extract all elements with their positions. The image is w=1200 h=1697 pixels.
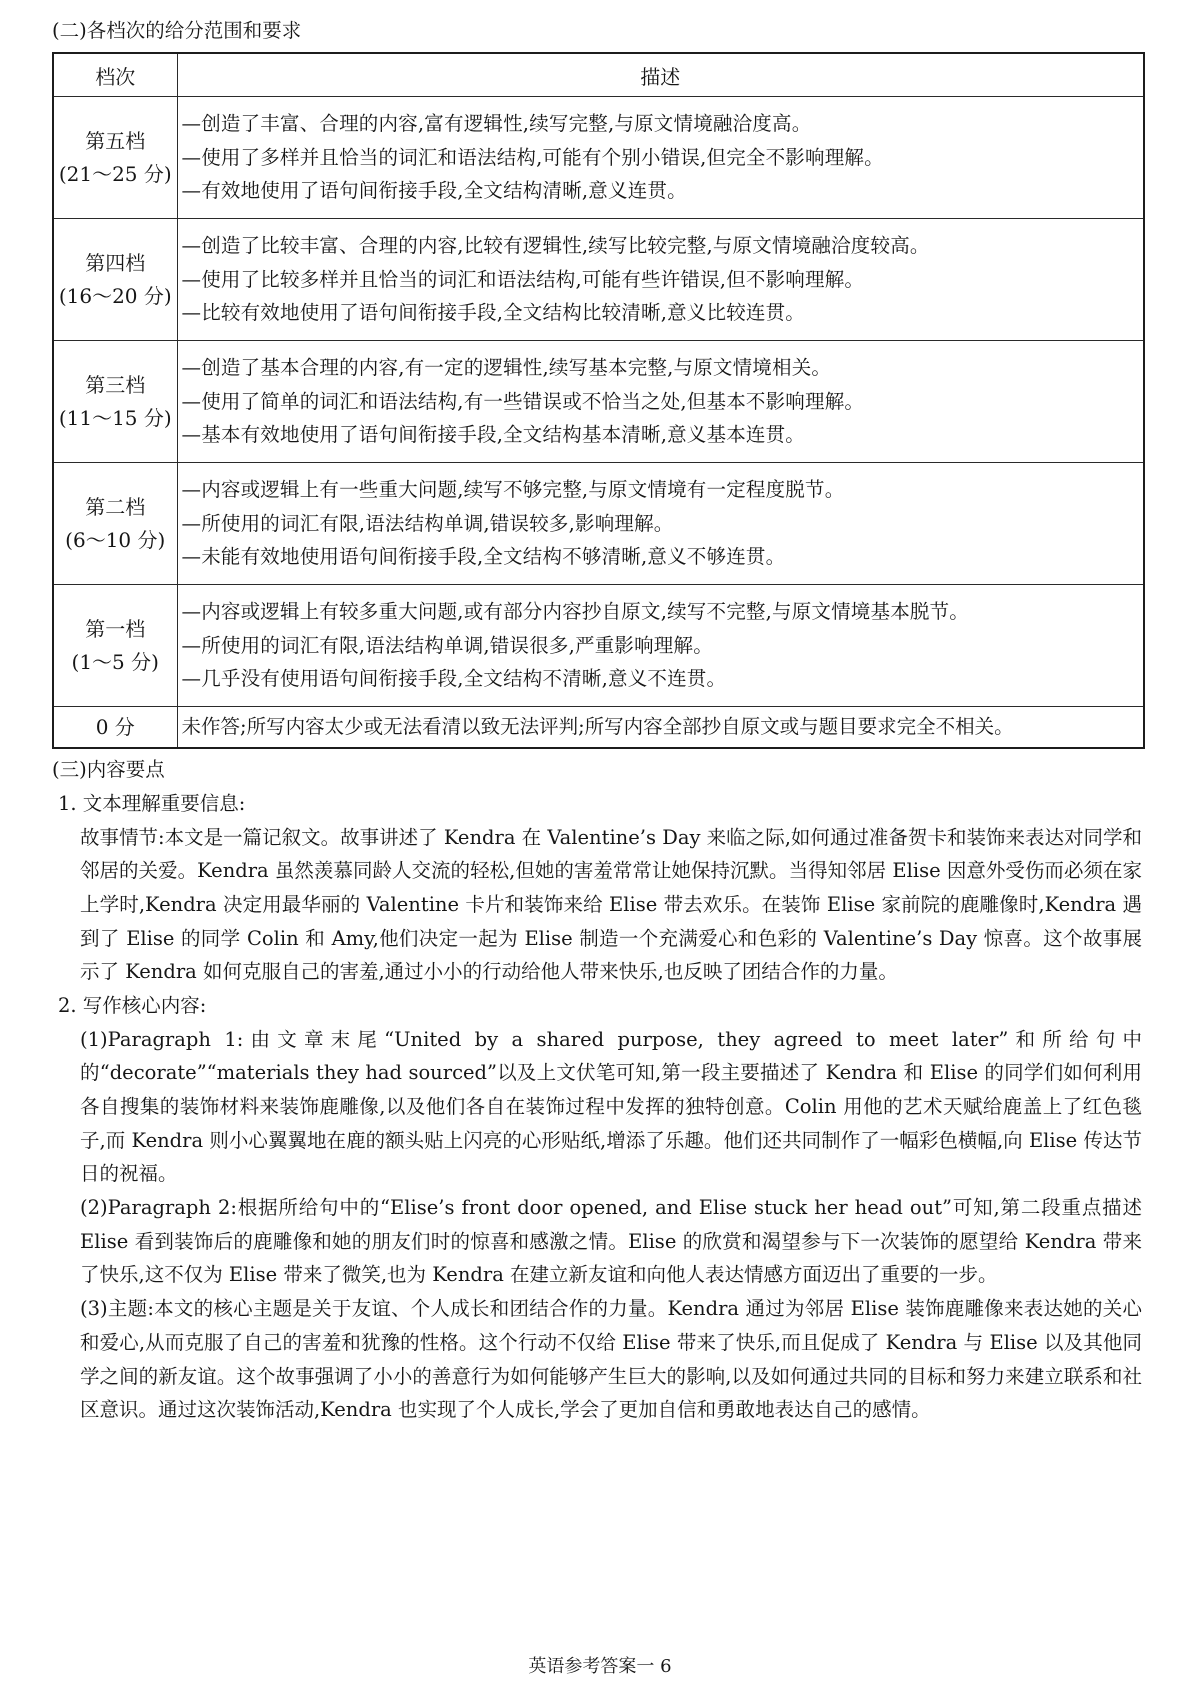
level-range: (6～10 分): [65, 527, 166, 552]
criterion-line: —使用了简单的词汇和语法结构,有一些错误或不恰当之处,但基本不影响理解。: [181, 389, 865, 413]
grade-row-2: [53, 463, 1144, 585]
story-summary-paragraph: 故事情节:本文是一篇记叙文。故事讲述了 Kendra 在 Valentine’s Day 来临之际,如何通过准备贺卡和装饰来表达对同学和邻居的关爱。Kendra 虽然羡慕同龄人交流的轻松,但她的害羞常常让她保持沉默。当得知邻居 Elise 因意外受伤而必须在家上学时,Kendra 决定用最华丽的 Valentine 卡片和装饰来给 Elise 带去欢乐。在装饰 Elise 家前院的鹿雕像时,Kendra 遇到了 Elise 的同学 Colin 和 Amy,他们决定一起为 Elise 制造一个充满爱心和色彩的 Valentine’s Day 惊喜。这个故事展示了 Kendra 如何克服自己的害羞,通过小小的行动给他人带来快乐,也反映了团结合作的力量。: [80, 825, 1142, 984]
level-cell: [53, 463, 177, 585]
level-name: 第一档: [85, 616, 146, 641]
page-footer: 英语参考答案一 6: [528, 1656, 672, 1677]
level-name: 第四档: [85, 250, 146, 275]
criterion-line: —基本有效地使用了语句间衔接手段,全文结构基本清晰,意义基本连贯。: [181, 423, 805, 447]
criterion-line: —创造了丰富、合理的内容,富有逻辑性,续写完整,与原文情境融洽度高。: [181, 112, 812, 136]
grade-row-4: [53, 219, 1144, 341]
criterion-line: —未能有效地使用语句间衔接手段,全文结构不够清晰,意义不够连贯。: [181, 545, 786, 569]
criterion-line: 未作答;所写内容太少或无法看清以致无法评判;所写内容全部抄自原文或与题目要求完全不相关。: [181, 715, 1014, 738]
description-cell: [177, 585, 1144, 707]
level-cell: [53, 219, 177, 341]
level-cell: 0 分: [53, 707, 177, 749]
grade-row-3: [53, 341, 1144, 463]
level-name: 第二档: [85, 494, 146, 519]
description-cell: [177, 97, 1144, 219]
grading-section-title: (二)各档次的给分范围和要求: [52, 19, 302, 42]
description-cell: [177, 219, 1144, 341]
theme-guidance: (3)主题:本文的核心主题是关于友谊、个人成长和团结合作的力量。Kendra 通过为邻居 Elise 装饰鹿雕像来表达她的关心和爱心,从而克服了自己的害羞和犹豫的性格。这个行动不仅给 Elise 带来了快乐,而且促成了 Kendra 与 Elise 以及其他同学之间的新友谊。这个故事强调了小小的善意行为如何能够产生巨大的影响,以及如何通过共同的目标和努力来建立联系和社区意识。通过这次装饰活动,Kendra 也实现了个人成长,学会了更加自信和勇敢地表达自己的感情。: [80, 1297, 1142, 1422]
criterion-line: —使用了比较多样并且恰当的词汇和语法结构,可能有些许错误,但不影响理解。: [181, 267, 865, 291]
grade-row-1: [53, 585, 1144, 707]
level-range: (21～25 分): [58, 161, 172, 186]
description-cell: [177, 341, 1144, 463]
level-range: (1～5 分): [71, 649, 159, 674]
item-1-title: 1. 文本理解重要信息:: [58, 792, 246, 815]
table-header-row: [53, 53, 1144, 97]
criterion-line: —比较有效地使用了语句间衔接手段,全文结构比较清晰,意义比较连贯。: [181, 301, 805, 325]
header-description: 描述: [177, 53, 1144, 97]
grade-row-0: [53, 707, 1144, 749]
criterion-line: —内容或逻辑上有一些重大问题,续写不够完整,与原文情境有一定程度脱节。: [181, 478, 845, 502]
criterion-line: —几乎没有使用语句间衔接手段,全文结构不清晰,意义不连贯。: [181, 667, 727, 691]
criterion-line: —创造了比较丰富、合理的内容,比较有逻辑性,续写比较完整,与原文情境融洽度较高。: [181, 234, 930, 258]
grade-row-5: [53, 97, 1144, 219]
description-cell: [177, 707, 1144, 749]
level-range: (11～15 分): [58, 405, 172, 430]
criterion-line: —所使用的词汇有限,语法结构单调,错误很多,严重影响理解。: [181, 633, 713, 657]
criterion-line: —内容或逻辑上有较多重大问题,或有部分内容抄自原文,续写不完整,与原文情境基本脱节。: [181, 600, 969, 624]
criterion-line: —创造了基本合理的内容,有一定的逻辑性,续写基本完整,与原文情境相关。: [181, 356, 832, 380]
description-cell: [177, 463, 1144, 585]
content-section-title: (三)内容要点: [52, 758, 165, 781]
level-name: 第五档: [85, 128, 146, 153]
criterion-line: —使用了多样并且恰当的词汇和语法结构,可能有个别小错误,但完全不影响理解。: [181, 145, 884, 169]
level-cell: [53, 341, 177, 463]
criterion-line: —所使用的词汇有限,语法结构单调,错误较多,影响理解。: [181, 511, 674, 535]
grading-table: [52, 52, 1145, 749]
level-cell: [53, 585, 177, 707]
level-range: (16～20 分): [58, 283, 172, 308]
item-2-title: 2. 写作核心内容:: [58, 994, 207, 1018]
paragraph-2-guidance: (2)Paragraph 2:根据所给句中的“Elise’s front door opened, and Elise stuck her head out”可知,第二段重点描述 Elise 看到装饰后的鹿雕像和她的朋友们时的惊喜和感激之情。Elise 的欣赏和渴望参与下一次装饰的愿望给 Kendra 带来了快乐,这不仅为 Elise 带来了微笑,也为 Kendra 在建立新友谊和向他人表达情感方面迈出了重要的一步。: [80, 1196, 1142, 1287]
criterion-line: —有效地使用了语句间衔接手段,全文结构清晰,意义连贯。: [181, 179, 687, 203]
level-name: 第三档: [85, 372, 146, 397]
level-cell: [53, 97, 177, 219]
paragraph-1-guidance: (1)Paragraph 1:由文章末尾“United by a shared purpose, they agreed to meet later”和所给句中的“decorate”“materials they had sourced”以及上文伏笔可知,第一段主要描述了 Kendra 和 Elise 的同学们如何利用各自搜集的装饰材料来装饰鹿雕像,以及他们各自在装饰过程中发挥的独特创意。Colin 用他的艺术天赋给鹿盖上了红色毯子,而 Kendra 则小心翼翼地在鹿的额头贴上闪亮的心形贴纸,增添了乐趣。他们还共同制作了一幅彩色横幅,向 Elise 传达节日的祝福。: [80, 1027, 1142, 1186]
header-level: 档次: [53, 53, 177, 97]
